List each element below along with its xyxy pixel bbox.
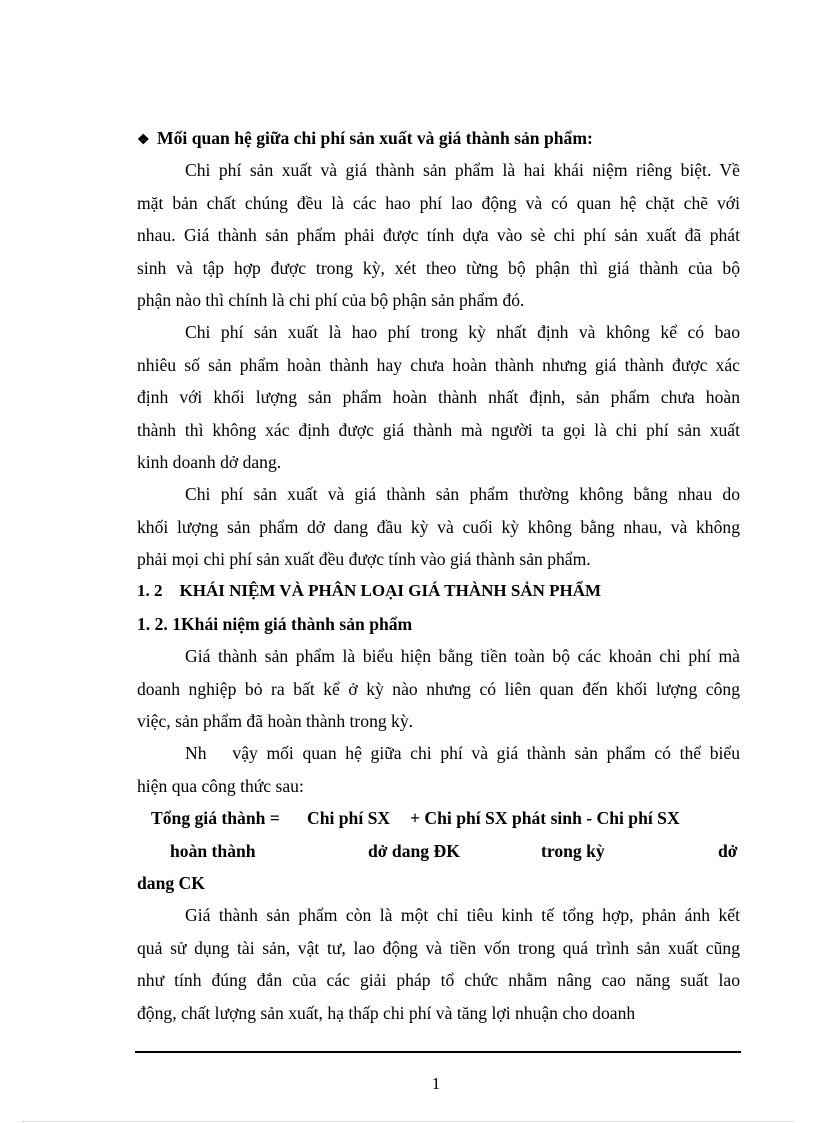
paragraph-line: mặt bản chất chúng đều là các hao phí lao động và có quan hệ chặt chẽ với xyxy=(137,192,740,213)
formula-term-1: Chi phí SX xyxy=(307,808,391,829)
paragraph-line: phận nào thì chính là chi phí của bộ phận sản phẩm đó. xyxy=(137,289,525,310)
formula-sub-4: dở xyxy=(718,840,738,861)
paragraph-line: sinh và tập hợp được trong kỳ, xét theo từng bộ phận thì giá thành của bộ xyxy=(137,257,740,278)
heading-1-2: 1. 2 KHÁI NIỆM VÀ PHÂN LOẠI GIÁ THÀNH SẢN PHẨM xyxy=(137,581,602,601)
paragraph-line: Nh vậy mối quan hệ giữa chi phí và giá thành sản phẩm có thể biểu xyxy=(185,743,740,764)
paragraph-line: nhau. Giá thành sản phẩm phải được tính dựa vào sè chi phí sản xuất đã phát xyxy=(137,225,740,246)
paragraph-line: việc, sản phẩm đã hoàn thành trong kỳ. xyxy=(137,711,414,732)
heading-1-2-1: 1. 2. 1Khái niệm giá thành sản phẩm xyxy=(137,613,413,634)
page-content xyxy=(137,122,740,1029)
paragraph-line: như tính đúng đắn của các giải pháp tổ chức nhằm nâng cao năng suất lao xyxy=(137,970,740,991)
paragraph-line: định với khối lượng sản phẩm hoàn thành nhất định, sản phẩm chưa hoàn xyxy=(137,387,740,408)
paragraph-line: hiện qua công thức sau: xyxy=(137,775,304,796)
paragraph-line: nhiêu số sản phẩm hoàn thành hay chưa hoàn thành nhưng giá thành được xác xyxy=(137,354,740,375)
formula-sub-3: trong kỳ xyxy=(541,840,605,861)
diamond-bullet-icon: ❖ xyxy=(137,133,150,148)
paragraph-line: động, chất lượng sản xuất, hạ thấp chi phí và tăng lợi nhuận cho doanh xyxy=(137,1002,636,1023)
paragraph-line: Giá thành sản phẩm còn là một chỉ tiêu kinh tế tổng hợp, phản ánh kết xyxy=(185,905,740,926)
formula-total-label: Tổng giá thành = xyxy=(151,808,280,829)
formula-line-1 xyxy=(137,802,740,834)
paragraph-line: phải mọi chi phí sản xuất đều được tính vào giá thành sản phẩm. xyxy=(137,549,591,570)
formula-line-3: dang CK xyxy=(137,872,205,893)
paragraph-line: quả sử dụng tài sản, vật tư, lao động và tiền vốn trong quá trình sản xuất cũng xyxy=(137,937,740,958)
paragraph-line: Chi phí sản xuất và giá thành sản phẩm là hai khái niệm riêng biệt. Về xyxy=(185,160,740,181)
paragraph-line: kinh doanh dở dang. xyxy=(137,451,282,472)
formula-sub-1: hoàn thành xyxy=(170,840,256,861)
paragraph-line: Chi phí sản xuất là hao phí trong kỳ nhất định và không kể có bao xyxy=(185,322,740,343)
section-heading: ❖ Mối quan hệ giữa chi phí sản xuất và giá thành sản phẩm: xyxy=(137,122,740,154)
page-number: 1 xyxy=(431,1074,441,1093)
formula-sub-2: dở dang ĐK xyxy=(368,840,460,861)
paragraph-line: doanh nghiệp bỏ ra bất kể ở kỳ nào nhưng có liên quan đến khối lượng công xyxy=(137,678,740,699)
paragraph-line: Chi phí sản xuất và giá thành sản phẩm thường không bằng nhau do xyxy=(185,484,740,505)
paragraph-line: Giá thành sản phẩm là biểu hiện bằng tiền toàn bộ các khoản chi phí mà xyxy=(185,646,740,667)
formula-line-2 xyxy=(137,835,740,867)
paragraph-line: khối lượng sản phẩm dở dang đầu kỳ và cuối kỳ không bằng nhau, và không xyxy=(137,516,740,537)
page-edge xyxy=(22,1121,794,1122)
paragraph-line: thành thì không xác định được giá thành mà người ta gọi là chi phí sản xuất xyxy=(137,419,740,440)
footer-rule xyxy=(135,1051,741,1053)
formula-term-2: + Chi phí SX phát sinh - Chi phí SX xyxy=(410,808,680,829)
